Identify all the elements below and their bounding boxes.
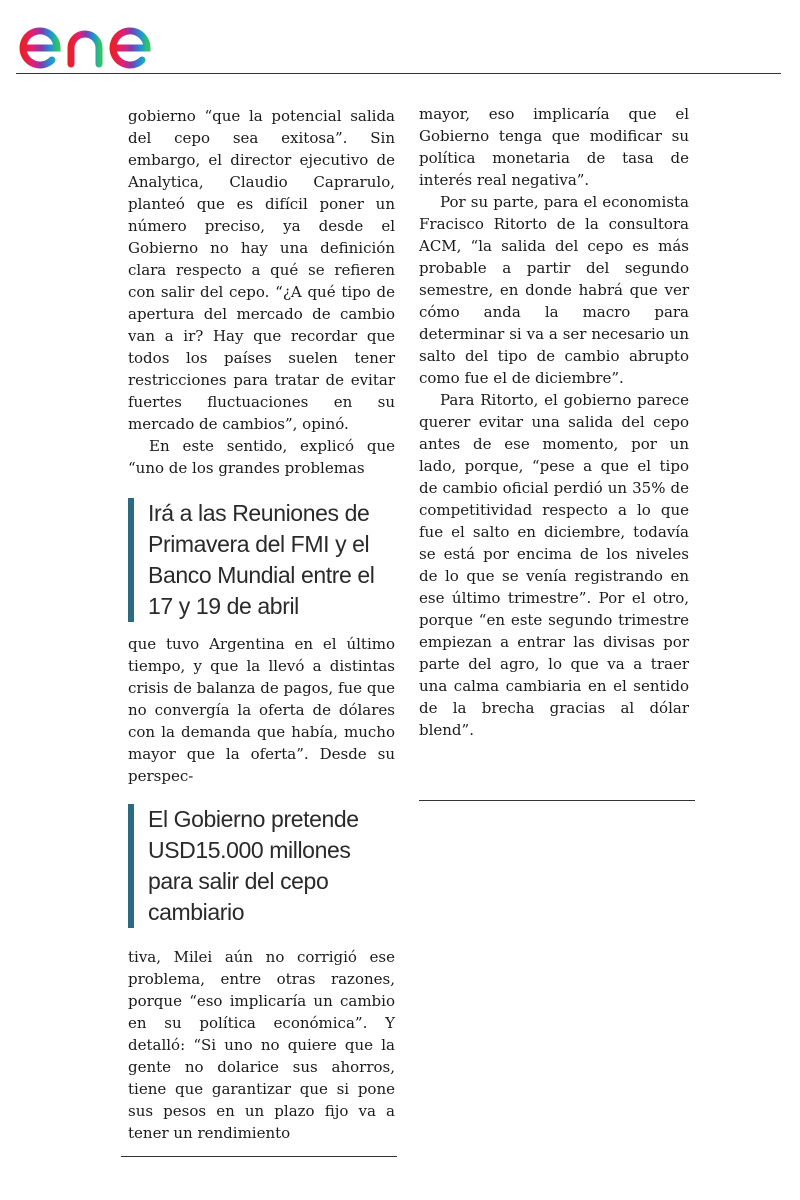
paragraph: tiva, Milei aún no corrigió ese problema, entre otras razones, porque “eso implicaría un cambio en su política económica”. Y detalló: “Si uno no quiere que la gente no dolarice sus ahorros, tiene que garantizar que si pone sus pesos en un plazo fijo va a tener un rendimiento bbox=[128, 948, 395, 1142]
column-2-end-rule bbox=[419, 800, 695, 801]
enel-logo-graphic bbox=[16, 4, 196, 72]
paragraph: mayor, eso implicaría que el Gobierno tenga que modificar su política monetaria de tasa de interés real negativa”. bbox=[419, 105, 689, 189]
article-column-1-bottom bbox=[128, 946, 395, 1144]
article-column-1-top bbox=[128, 105, 395, 479]
paragraph: Para Ritorto, el gobierno parece querer evitar una salida del cepo antes de ese momento, por un lado, porque, “pese a que el tipo de cambio oficial perdió un 35% de competitividad respecto a lo que fue el salto en diciembre, todavía se está por encima de los niveles de lo que se venía registrando en ese último trimestre”. Por el otro, porque “en este segundo trimestre empiezan a entrar las divisas por parte del agro, lo que va a traer una calma cambiaria en el sentido de la brecha gracias al dólar blend”. bbox=[419, 391, 689, 739]
pull-quote-usd-cepo: El Gobierno pretende USD15.000 millones para salir del cepo cambiario bbox=[128, 804, 395, 928]
article-column-1-middle bbox=[128, 633, 395, 787]
column-1-end-rule bbox=[121, 1156, 397, 1157]
paragraph: que tuvo Argentina en el último tiempo, y que la llevó a distintas crisis de balanza de pagos, fue que no convergía la oferta de dólares con la demanda que había, mucho mayor que la oferta”. Desde su perspec- bbox=[128, 635, 395, 785]
paragraph: En este sentido, explicó que “uno de los grandes problemas bbox=[128, 437, 395, 477]
article-column-2 bbox=[419, 103, 689, 741]
paragraph: Por su parte, para el economista Fracisco Ritorto de la consultora ACM, “la salida del cepo es más probable a partir del segundo semestre, en donde habrá que ver cómo anda la macro para determinar si va a ser necesario un salto del tipo de cambio abrupto como fue el de diciembre”. bbox=[419, 193, 689, 387]
paragraph: gobierno “que la potencial salida del cepo sea exitosa”. Sin embargo, el director ejecutivo de Analytica, Claudio Caprarulo, planteó que es difícil poner un número preciso, ya desde el Gobierno no hay una definición clara respecto a qué se refieren con salir del cepo. “¿A qué tipo de apertura del mercado de cambio van a ir? Hay que recordar que todos los países suelen tener restricciones para tratar de evitar fuertes fluctuaciones en su mercado de cambios”, opinó. bbox=[128, 107, 395, 433]
enel-logo bbox=[16, 4, 196, 72]
pull-quote-fmi-meetings: Irá a las Reuniones de Primavera del FMI y el Banco Mundial entre el 17 y 19 de abril bbox=[128, 498, 395, 622]
header-divider bbox=[16, 73, 781, 74]
